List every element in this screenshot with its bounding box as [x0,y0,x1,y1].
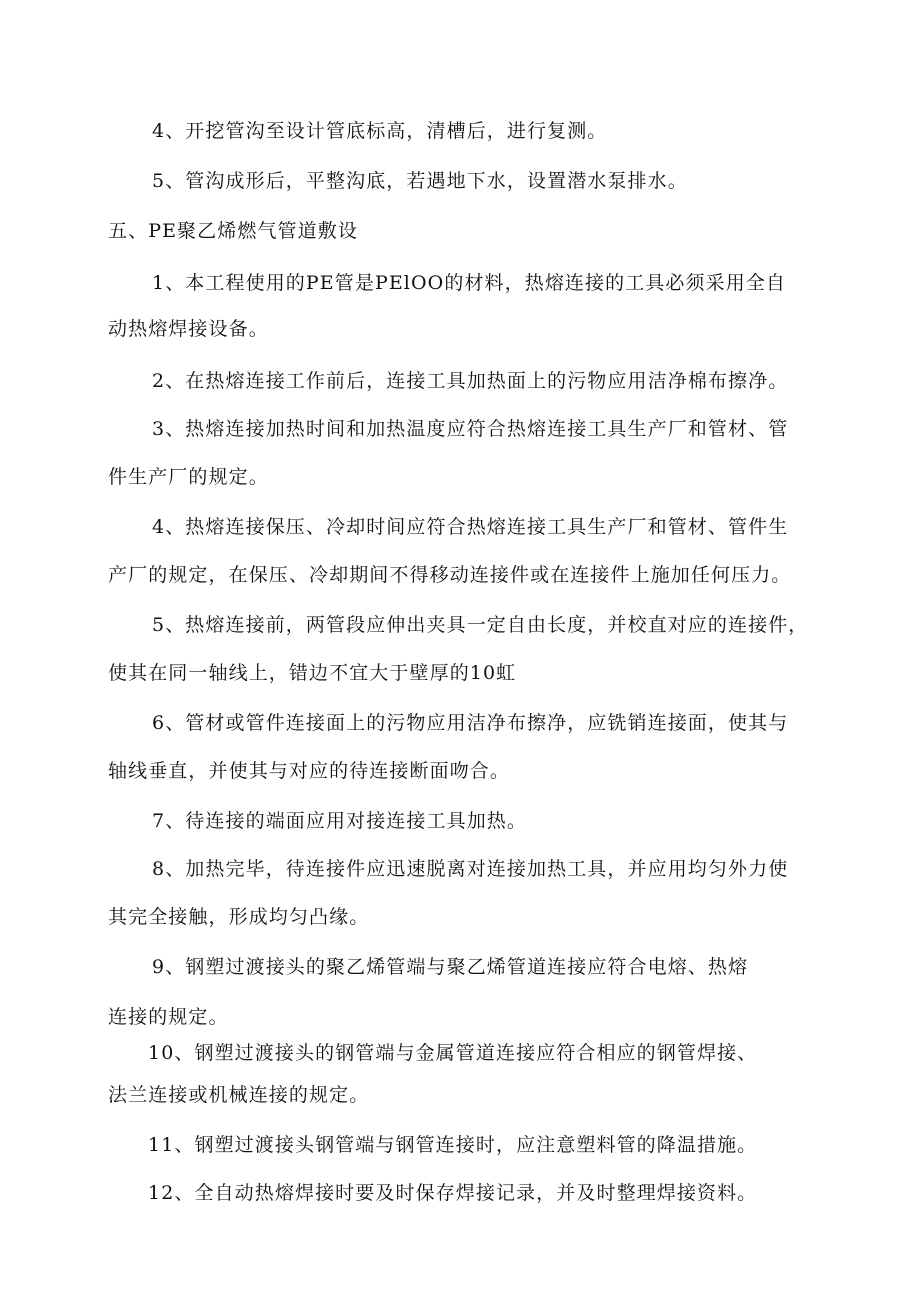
paragraph-line: 其完全接触，形成均匀凸缘。 [108,906,370,928]
paragraph-line: 轴线垂直，并使其与对应的待连接断面吻合。 [108,760,511,782]
paragraph-line: 11、钢塑过渡接头钢管端与钢管连接时，应注意塑料管的降温措施。 [148,1134,758,1156]
paragraph-line: 9、钢塑过渡接头的聚乙烯管端与聚乙烯管道连接应符合电熔、热熔 [152,956,749,978]
paragraph-line: 连接的规定。 [108,1006,229,1028]
paragraph-line: 8、加热完毕，待连接件应迅速脱离对连接加热工具，并应用均匀外力使 [152,858,789,880]
paragraph-line: 12、全自动热熔焊接时要及时保存焊接记录，并及时整理焊接资料。 [148,1182,758,1204]
paragraph-line: 10、钢塑过渡接头的钢管端与金属管道连接应符合相应的钢管焊接、 [148,1042,758,1064]
paragraph-line: 产厂的规定，在保压、冷却期间不得移动连接件或在连接件上施加任何压力。 [108,564,792,586]
paragraph-line: 7、待连接的端面应用对接连接工具加热。 [152,810,527,832]
paragraph-line: 5、热熔连接前，两管段应伸出夹具一定自由长度，并校直对应的连接件， [152,614,809,636]
paragraph-line: 件生产厂的规定。 [108,466,269,488]
paragraph-line: 动热熔焊接设备。 [108,318,269,340]
paragraph-line: 4、热熔连接保压、冷却时间应符合热熔连接工具生产厂和管材、管件生 [152,516,789,538]
paragraph-line: 2、在热熔连接工作前后，连接工具加热面上的污物应用洁净棉布擦净。 [152,370,789,392]
paragraph-line: 法兰连接或机械连接的规定。 [108,1084,370,1106]
paragraph-line: 3、热熔连接加热时间和加热温度应符合热熔连接工具生产厂和管材、管 [152,418,789,440]
paragraph-line: 5、管沟成形后，平整沟底，若遇地下水，设置潜水泵排水。 [152,170,688,192]
paragraph-line: 4、开挖管沟至设计管底标高，清槽后，进行复测。 [152,120,608,142]
paragraph-line: 1、本工程使用的PE管是PElOO的材料，热熔连接的工具必须采用全自 [152,272,787,294]
paragraph-line: 6、管材或管件连接面上的污物应用洁净布擦净，应铣销连接面，使其与 [152,712,789,734]
section-heading: 五、PE聚乙烯燃气管道敷设 [108,220,358,242]
paragraph-line: 使其在同一轴线上，错边不宜大于壁厚的10虹 [108,662,517,684]
